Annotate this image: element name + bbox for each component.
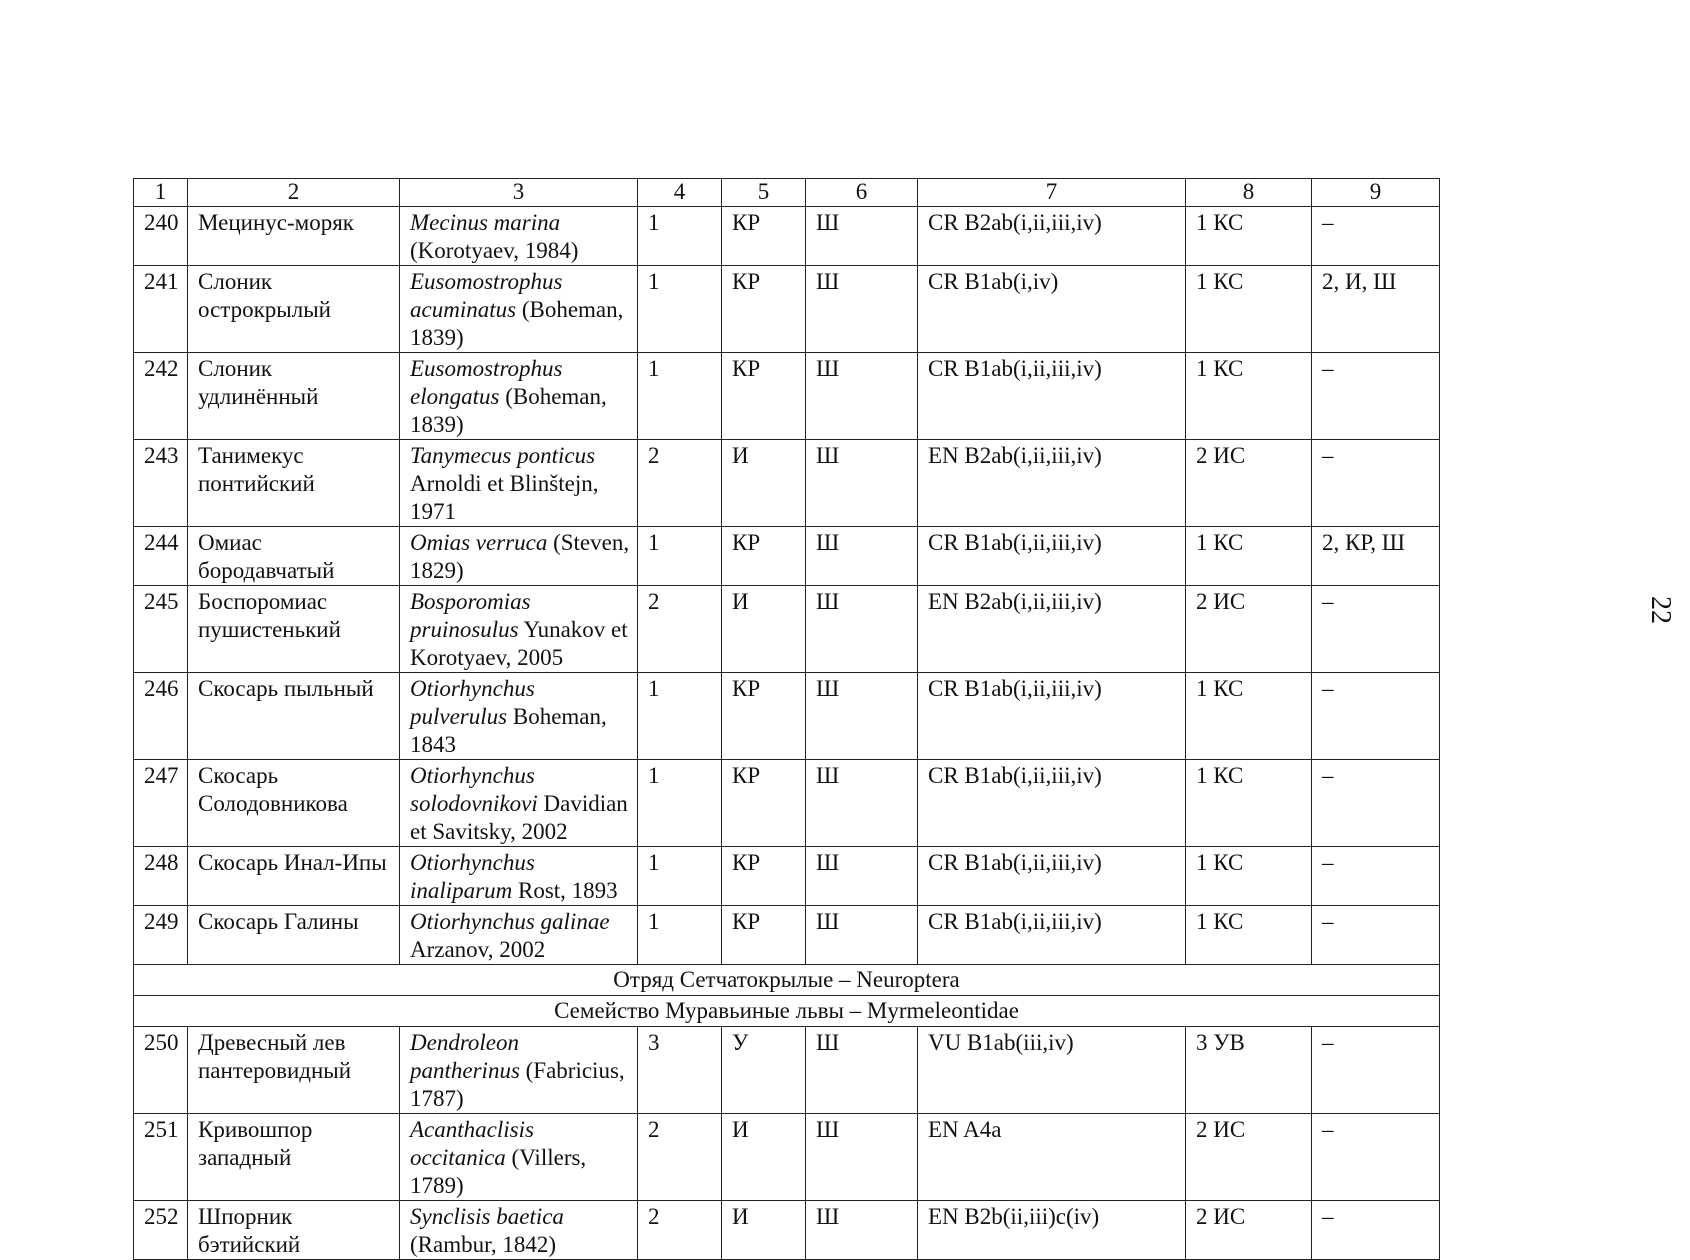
iucn-criteria: CR B1ab(i,ii,iii,iv) <box>918 527 1186 586</box>
status-cell: 1 КС <box>1186 353 1312 440</box>
author: Arzanov, 2002 <box>410 937 546 962</box>
table-row <box>134 266 1440 353</box>
latin-name-cell <box>400 586 638 673</box>
table-row <box>134 207 1440 266</box>
russian-name: Боспоромиас пушистенький <box>188 586 400 673</box>
table-row <box>134 586 1440 673</box>
latin-name: Eusomostrophus elongatus <box>410 356 563 409</box>
row-number: 249 <box>134 906 188 965</box>
status-cell: 3 УВ <box>1186 1027 1312 1114</box>
status-cell: 2 ИС <box>1186 586 1312 673</box>
latin-name: Bosporomias pruinosulus <box>410 589 531 642</box>
iucn-criteria: VU B1ab(iii,iv) <box>918 1027 1186 1114</box>
iucn-criteria: CR B1ab(i,ii,iii,iv) <box>918 847 1186 906</box>
header-cell: 7 <box>918 179 1186 207</box>
iucn-criteria: CR B2ab(i,ii,iii,iv) <box>918 207 1186 266</box>
header-cell: 5 <box>722 179 806 207</box>
header-cell: 9 <box>1312 179 1440 207</box>
table-row <box>134 353 1440 440</box>
author: (Boheman, 1839) <box>410 297 624 350</box>
russian-name: Кривошпор западный <box>188 1114 400 1201</box>
header-cell: 1 <box>134 179 188 207</box>
note-cell: – <box>1312 673 1440 760</box>
russian-name: Омиас бородавчатый <box>188 527 400 586</box>
latin-name: Mecinus marina <box>410 210 561 235</box>
latin-name-cell <box>400 527 638 586</box>
note-cell: 2, КР, Ш <box>1312 527 1440 586</box>
status-cell: 1 КС <box>1186 906 1312 965</box>
row-number: 251 <box>134 1114 188 1201</box>
header-cell: 3 <box>400 179 638 207</box>
status-cell: И <box>722 1114 806 1201</box>
category-cell: 1 <box>638 527 722 586</box>
author: (Fabricius, 1787) <box>410 1058 625 1111</box>
table-row <box>134 760 1440 847</box>
species-table <box>133 178 1440 1260</box>
status-cell: Ш <box>806 1114 918 1201</box>
latin-name-cell <box>400 847 638 906</box>
latin-name-cell <box>400 1027 638 1114</box>
russian-name: Танимекус понтийский <box>188 440 400 527</box>
status-cell: Ш <box>806 1027 918 1114</box>
status-cell: Ш <box>806 906 918 965</box>
row-number: 248 <box>134 847 188 906</box>
row-number: 252 <box>134 1201 188 1260</box>
table-row <box>134 1201 1440 1260</box>
status-cell: Ш <box>806 673 918 760</box>
russian-name: Слоник острокрылый <box>188 266 400 353</box>
page-number: 22 <box>1645 596 1676 624</box>
row-number: 247 <box>134 760 188 847</box>
latin-name: Acanthaclisis occitanica <box>410 1117 534 1170</box>
iucn-criteria: CR B1ab(i,ii,iii,iv) <box>918 673 1186 760</box>
category-cell: 2 <box>638 1201 722 1260</box>
status-cell: И <box>722 586 806 673</box>
latin-name-cell <box>400 266 638 353</box>
latin-name: Synclisis baetica <box>410 1204 564 1229</box>
status-cell: 2 ИС <box>1186 440 1312 527</box>
status-cell: КР <box>722 760 806 847</box>
category-cell: 1 <box>638 266 722 353</box>
category-cell: 1 <box>638 353 722 440</box>
status-cell: КР <box>722 207 806 266</box>
russian-name: Скосарь Солодовникова <box>188 760 400 847</box>
table-row <box>134 1114 1440 1201</box>
author: (Korotyaev, 1984) <box>410 238 579 263</box>
category-cell: 2 <box>638 1114 722 1201</box>
header-cell: 2 <box>188 179 400 207</box>
status-cell: КР <box>722 266 806 353</box>
status-cell: 2 ИС <box>1186 1114 1312 1201</box>
iucn-criteria: EN A4a <box>918 1114 1186 1201</box>
latin-name-cell <box>400 353 638 440</box>
latin-name-cell <box>400 1114 638 1201</box>
note-cell: – <box>1312 1114 1440 1201</box>
author: (Villers, 1789) <box>410 1145 587 1198</box>
note-cell: – <box>1312 207 1440 266</box>
note-cell: – <box>1312 1201 1440 1260</box>
status-cell: Ш <box>806 207 918 266</box>
status-cell: 2 ИС <box>1186 1201 1312 1260</box>
iucn-criteria: EN B2ab(i,ii,iii,iv) <box>918 586 1186 673</box>
status-cell: Ш <box>806 1201 918 1260</box>
status-cell: 1 КС <box>1186 847 1312 906</box>
author: Boheman, 1843 <box>410 704 607 757</box>
status-cell: Ш <box>806 760 918 847</box>
status-cell: КР <box>722 906 806 965</box>
note-cell: 2, И, Ш <box>1312 266 1440 353</box>
author: Arnoldi et Blinštejn, 1971 <box>410 471 599 524</box>
section-row <box>134 996 1440 1027</box>
status-cell: Ш <box>806 847 918 906</box>
section-row <box>134 965 1440 996</box>
latin-name-cell <box>400 906 638 965</box>
russian-name: Мецинус-моряк <box>188 207 400 266</box>
status-cell: И <box>722 1201 806 1260</box>
status-cell: КР <box>722 353 806 440</box>
table-row <box>134 527 1440 586</box>
russian-name: Скосарь Галины <box>188 906 400 965</box>
author: (Rambur, 1842) <box>410 1232 556 1257</box>
status-cell: 1 КС <box>1186 266 1312 353</box>
author: (Steven, 1829) <box>410 530 630 583</box>
russian-name: Шпорник бэтийский <box>188 1201 400 1260</box>
row-number: 244 <box>134 527 188 586</box>
header-cell: 8 <box>1186 179 1312 207</box>
status-cell: Ш <box>806 586 918 673</box>
category-cell: 2 <box>638 586 722 673</box>
status-cell: Ш <box>806 266 918 353</box>
latin-name: Otiorhynchus inaliparum <box>410 850 535 903</box>
table-row <box>134 673 1440 760</box>
row-number: 243 <box>134 440 188 527</box>
category-cell: 1 <box>638 760 722 847</box>
category-cell: 1 <box>638 207 722 266</box>
status-cell: 1 КС <box>1186 760 1312 847</box>
status-cell: Ш <box>806 353 918 440</box>
latin-name-cell <box>400 760 638 847</box>
russian-name: Скосарь пыльный <box>188 673 400 760</box>
family-heading: Семейство Муравьиные львы – Myrmeleontidae <box>134 996 1440 1027</box>
category-cell: 2 <box>638 440 722 527</box>
category-cell: 1 <box>638 673 722 760</box>
latin-name: Eusomostrophus acuminatus <box>410 269 563 322</box>
header-row <box>134 179 1440 207</box>
note-cell: – <box>1312 586 1440 673</box>
latin-name-cell <box>400 673 638 760</box>
status-cell: КР <box>722 847 806 906</box>
table-row <box>134 1027 1440 1114</box>
russian-name: Слоник удлинённый <box>188 353 400 440</box>
row-number: 242 <box>134 353 188 440</box>
category-cell: 1 <box>638 906 722 965</box>
status-cell: Ш <box>806 527 918 586</box>
author: Rost, 1893 <box>512 878 618 903</box>
status-cell: Ш <box>806 440 918 527</box>
latin-name: Otiorhynchus solodovnikovi <box>410 763 538 816</box>
category-cell: 3 <box>638 1027 722 1114</box>
row-number: 250 <box>134 1027 188 1114</box>
row-number: 240 <box>134 207 188 266</box>
note-cell: – <box>1312 906 1440 965</box>
author: Davidian et Savitsky, 2002 <box>410 791 628 844</box>
header-cell: 4 <box>638 179 722 207</box>
note-cell: – <box>1312 760 1440 847</box>
row-number: 241 <box>134 266 188 353</box>
iucn-criteria: CR B1ab(i,ii,iii,iv) <box>918 906 1186 965</box>
note-cell: – <box>1312 353 1440 440</box>
russian-name: Скосарь Инал-Ипы <box>188 847 400 906</box>
row-number: 245 <box>134 586 188 673</box>
table-row <box>134 906 1440 965</box>
status-cell: И <box>722 440 806 527</box>
status-cell: 1 КС <box>1186 207 1312 266</box>
table-row <box>134 847 1440 906</box>
note-cell: – <box>1312 847 1440 906</box>
latin-name: Otiorhynchus galinae <box>410 909 610 934</box>
row-number: 246 <box>134 673 188 760</box>
status-cell: 1 КС <box>1186 527 1312 586</box>
iucn-criteria: CR B1ab(i,iv) <box>918 266 1186 353</box>
latin-name-cell <box>400 207 638 266</box>
note-cell: – <box>1312 440 1440 527</box>
latin-name: Dendroleon pantherinus <box>410 1030 520 1083</box>
latin-name-cell <box>400 440 638 527</box>
latin-name-cell <box>400 1201 638 1260</box>
latin-name: Tanymecus ponticus <box>410 443 596 468</box>
latin-name: Otiorhynchus pulverulus <box>410 676 535 729</box>
status-cell: У <box>722 1027 806 1114</box>
note-cell: – <box>1312 1027 1440 1114</box>
author: Yunakov et Korotyaev, 2005 <box>410 617 628 670</box>
iucn-criteria: EN B2b(ii,iii)c(iv) <box>918 1201 1186 1260</box>
header-cell: 6 <box>806 179 918 207</box>
russian-name: Древесный лев пантеровидный <box>188 1027 400 1114</box>
iucn-criteria: EN B2ab(i,ii,iii,iv) <box>918 440 1186 527</box>
status-cell: 1 КС <box>1186 673 1312 760</box>
status-cell: КР <box>722 527 806 586</box>
status-cell: КР <box>722 673 806 760</box>
order-heading: Отряд Сетчатокрылые – Neuroptera <box>134 965 1440 996</box>
latin-name: Omias verruca <box>410 530 548 555</box>
iucn-criteria: CR B1ab(i,ii,iii,iv) <box>918 353 1186 440</box>
table-row <box>134 440 1440 527</box>
iucn-criteria: CR B1ab(i,ii,iii,iv) <box>918 760 1186 847</box>
category-cell: 1 <box>638 847 722 906</box>
author: (Boheman, 1839) <box>410 384 607 437</box>
